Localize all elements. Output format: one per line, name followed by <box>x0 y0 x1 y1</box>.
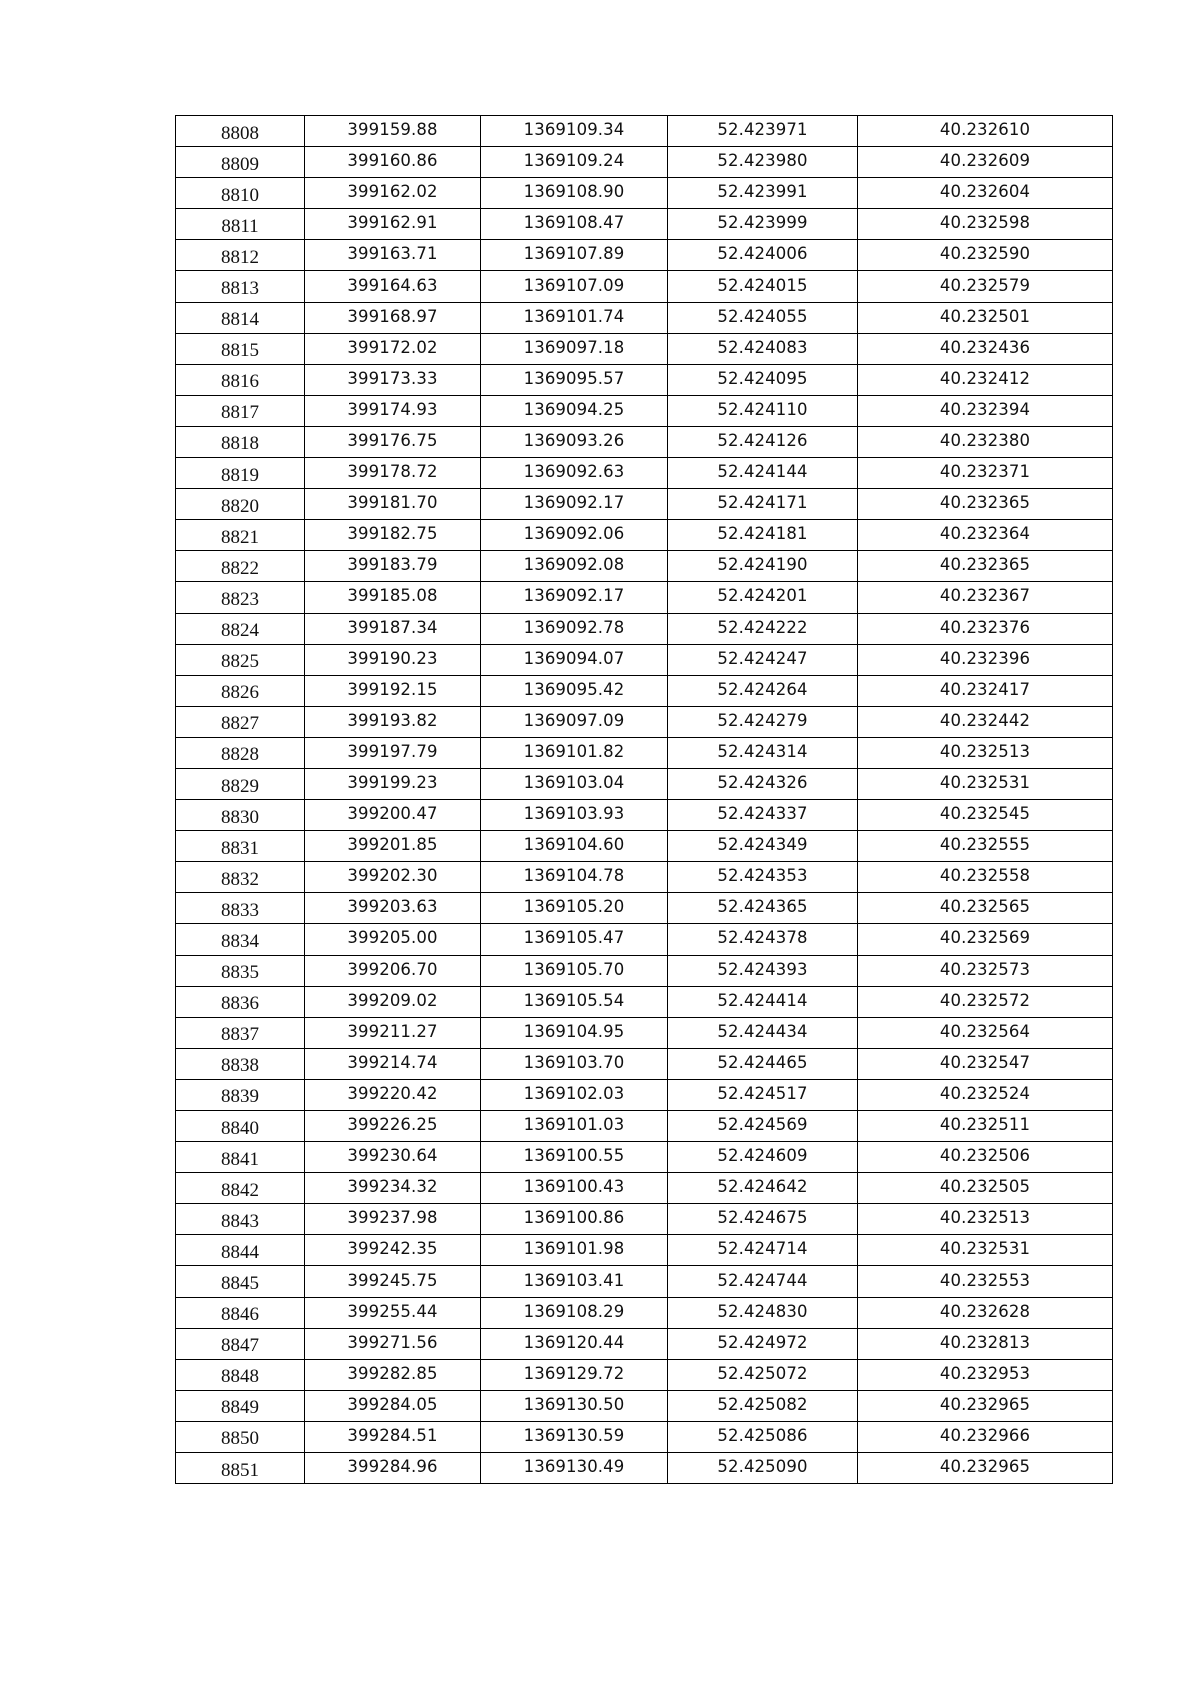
table-row <box>176 1048 1113 1079</box>
point-number-cell: 8820 <box>176 489 305 520</box>
longitude-cell: 40.232953 <box>858 1359 1113 1390</box>
latitude-cell: 52.425086 <box>668 1421 858 1452</box>
point-number-cell: 8847 <box>176 1328 305 1359</box>
x-coordinate-cell: 399237.98 <box>305 1204 481 1235</box>
point-number-cell: 8830 <box>176 800 305 831</box>
point-number-cell: 8836 <box>176 986 305 1017</box>
x-coordinate-cell: 399199.23 <box>305 768 481 799</box>
point-number-cell: 8809 <box>176 147 305 178</box>
longitude-cell: 40.232531 <box>858 1235 1113 1266</box>
latitude-cell: 52.424095 <box>668 364 858 395</box>
x-coordinate-cell: 399163.71 <box>305 240 481 271</box>
point-number-cell: 8841 <box>176 1142 305 1173</box>
x-coordinate-cell: 399282.85 <box>305 1359 481 1390</box>
longitude-cell: 40.232371 <box>858 458 1113 489</box>
table-row <box>176 893 1113 924</box>
latitude-cell: 52.423980 <box>668 147 858 178</box>
longitude-cell: 40.232513 <box>858 1204 1113 1235</box>
point-number-cell: 8823 <box>176 582 305 613</box>
table-row <box>176 1359 1113 1390</box>
x-coordinate-cell: 399230.64 <box>305 1142 481 1173</box>
longitude-cell: 40.232965 <box>858 1453 1113 1484</box>
longitude-cell: 40.232565 <box>858 893 1113 924</box>
x-coordinate-cell: 399182.75 <box>305 520 481 551</box>
latitude-cell: 52.424714 <box>668 1235 858 1266</box>
y-coordinate-cell: 1369120.44 <box>481 1328 668 1359</box>
point-number-cell: 8842 <box>176 1173 305 1204</box>
table-row <box>176 1111 1113 1142</box>
table-row <box>176 831 1113 862</box>
point-number-cell: 8829 <box>176 768 305 799</box>
y-coordinate-cell: 1369103.93 <box>481 800 668 831</box>
table-row <box>176 489 1113 520</box>
longitude-cell: 40.232564 <box>858 1017 1113 1048</box>
y-coordinate-cell: 1369092.17 <box>481 582 668 613</box>
table-row <box>176 551 1113 582</box>
point-number-cell: 8843 <box>176 1204 305 1235</box>
latitude-cell: 52.424181 <box>668 520 858 551</box>
latitude-cell: 52.424517 <box>668 1079 858 1110</box>
table-row <box>176 955 1113 986</box>
y-coordinate-cell: 1369105.47 <box>481 924 668 955</box>
table-row <box>176 862 1113 893</box>
latitude-cell: 52.423999 <box>668 209 858 240</box>
y-coordinate-cell: 1369130.59 <box>481 1421 668 1452</box>
table-row <box>176 178 1113 209</box>
table-row <box>176 675 1113 706</box>
latitude-cell: 52.424055 <box>668 302 858 333</box>
point-number-cell: 8821 <box>176 520 305 551</box>
x-coordinate-cell: 399206.70 <box>305 955 481 986</box>
longitude-cell: 40.232506 <box>858 1142 1113 1173</box>
longitude-cell: 40.232572 <box>858 986 1113 1017</box>
latitude-cell: 52.424083 <box>668 333 858 364</box>
point-number-cell: 8808 <box>176 116 305 147</box>
x-coordinate-cell: 399245.75 <box>305 1266 481 1297</box>
table-row <box>176 364 1113 395</box>
latitude-cell: 52.424349 <box>668 831 858 862</box>
y-coordinate-cell: 1369108.47 <box>481 209 668 240</box>
y-coordinate-cell: 1369129.72 <box>481 1359 668 1390</box>
y-coordinate-cell: 1369104.95 <box>481 1017 668 1048</box>
y-coordinate-cell: 1369097.18 <box>481 333 668 364</box>
longitude-cell: 40.232436 <box>858 333 1113 364</box>
point-number-cell: 8837 <box>176 1017 305 1048</box>
x-coordinate-cell: 399172.02 <box>305 333 481 364</box>
latitude-cell: 52.424434 <box>668 1017 858 1048</box>
x-coordinate-cell: 399160.86 <box>305 147 481 178</box>
point-number-cell: 8845 <box>176 1266 305 1297</box>
longitude-cell: 40.232524 <box>858 1079 1113 1110</box>
table-row <box>176 1017 1113 1048</box>
point-number-cell: 8814 <box>176 302 305 333</box>
x-coordinate-cell: 399220.42 <box>305 1079 481 1110</box>
x-coordinate-cell: 399183.79 <box>305 551 481 582</box>
table-row <box>176 302 1113 333</box>
y-coordinate-cell: 1369095.57 <box>481 364 668 395</box>
latitude-cell: 52.424675 <box>668 1204 858 1235</box>
table-row <box>176 644 1113 675</box>
table-row <box>176 333 1113 364</box>
longitude-cell: 40.232569 <box>858 924 1113 955</box>
y-coordinate-cell: 1369095.42 <box>481 675 668 706</box>
y-coordinate-cell: 1369092.78 <box>481 613 668 644</box>
x-coordinate-cell: 399197.79 <box>305 737 481 768</box>
x-coordinate-cell: 399284.05 <box>305 1390 481 1421</box>
x-coordinate-cell: 399209.02 <box>305 986 481 1017</box>
y-coordinate-cell: 1369101.98 <box>481 1235 668 1266</box>
latitude-cell: 52.424378 <box>668 924 858 955</box>
longitude-cell: 40.232553 <box>858 1266 1113 1297</box>
x-coordinate-cell: 399271.56 <box>305 1328 481 1359</box>
longitude-cell: 40.232555 <box>858 831 1113 862</box>
x-coordinate-cell: 399255.44 <box>305 1297 481 1328</box>
longitude-cell: 40.232365 <box>858 489 1113 520</box>
longitude-cell: 40.232364 <box>858 520 1113 551</box>
table-row <box>176 768 1113 799</box>
latitude-cell: 52.424015 <box>668 271 858 302</box>
y-coordinate-cell: 1369092.63 <box>481 458 668 489</box>
longitude-cell: 40.232573 <box>858 955 1113 986</box>
point-number-cell: 8810 <box>176 178 305 209</box>
y-coordinate-cell: 1369092.06 <box>481 520 668 551</box>
y-coordinate-cell: 1369092.17 <box>481 489 668 520</box>
longitude-cell: 40.232513 <box>858 737 1113 768</box>
point-number-cell: 8812 <box>176 240 305 271</box>
y-coordinate-cell: 1369103.70 <box>481 1048 668 1079</box>
point-number-cell: 8819 <box>176 458 305 489</box>
latitude-cell: 52.424830 <box>668 1297 858 1328</box>
point-number-cell: 8835 <box>176 955 305 986</box>
x-coordinate-cell: 399181.70 <box>305 489 481 520</box>
table-row <box>176 1421 1113 1452</box>
longitude-cell: 40.232367 <box>858 582 1113 613</box>
point-number-cell: 8832 <box>176 862 305 893</box>
point-number-cell: 8848 <box>176 1359 305 1390</box>
table-row <box>176 209 1113 240</box>
latitude-cell: 52.424642 <box>668 1173 858 1204</box>
table-row <box>176 613 1113 644</box>
table-row <box>176 1266 1113 1297</box>
y-coordinate-cell: 1369092.08 <box>481 551 668 582</box>
table-row <box>176 1328 1113 1359</box>
longitude-cell: 40.232396 <box>858 644 1113 675</box>
point-number-cell: 8825 <box>176 644 305 675</box>
coordinates-table <box>175 115 1113 1484</box>
point-number-cell: 8826 <box>176 675 305 706</box>
y-coordinate-cell: 1369097.09 <box>481 706 668 737</box>
table-row <box>176 520 1113 551</box>
y-coordinate-cell: 1369100.86 <box>481 1204 668 1235</box>
table-row <box>176 395 1113 426</box>
table-row <box>176 582 1113 613</box>
x-coordinate-cell: 399192.15 <box>305 675 481 706</box>
table-body <box>176 116 1113 1484</box>
latitude-cell: 52.424972 <box>668 1328 858 1359</box>
table-row <box>176 1204 1113 1235</box>
latitude-cell: 52.423971 <box>668 116 858 147</box>
table-row <box>176 458 1113 489</box>
longitude-cell: 40.232376 <box>858 613 1113 644</box>
longitude-cell: 40.232547 <box>858 1048 1113 1079</box>
x-coordinate-cell: 399205.00 <box>305 924 481 955</box>
latitude-cell: 52.424126 <box>668 426 858 457</box>
longitude-cell: 40.232442 <box>858 706 1113 737</box>
longitude-cell: 40.232511 <box>858 1111 1113 1142</box>
y-coordinate-cell: 1369104.60 <box>481 831 668 862</box>
latitude-cell: 52.424365 <box>668 893 858 924</box>
x-coordinate-cell: 399187.34 <box>305 613 481 644</box>
longitude-cell: 40.232965 <box>858 1390 1113 1421</box>
x-coordinate-cell: 399168.97 <box>305 302 481 333</box>
x-coordinate-cell: 399234.32 <box>305 1173 481 1204</box>
latitude-cell: 52.424393 <box>668 955 858 986</box>
table-row <box>176 240 1113 271</box>
y-coordinate-cell: 1369100.55 <box>481 1142 668 1173</box>
point-number-cell: 8844 <box>176 1235 305 1266</box>
y-coordinate-cell: 1369101.82 <box>481 737 668 768</box>
x-coordinate-cell: 399284.96 <box>305 1453 481 1484</box>
latitude-cell: 52.424353 <box>668 862 858 893</box>
y-coordinate-cell: 1369101.03 <box>481 1111 668 1142</box>
point-number-cell: 8815 <box>176 333 305 364</box>
latitude-cell: 52.424569 <box>668 1111 858 1142</box>
longitude-cell: 40.232365 <box>858 551 1113 582</box>
x-coordinate-cell: 399193.82 <box>305 706 481 737</box>
table-row <box>176 800 1113 831</box>
point-number-cell: 8840 <box>176 1111 305 1142</box>
table-row <box>176 986 1113 1017</box>
x-coordinate-cell: 399242.35 <box>305 1235 481 1266</box>
table-row <box>176 147 1113 178</box>
point-number-cell: 8833 <box>176 893 305 924</box>
x-coordinate-cell: 399174.93 <box>305 395 481 426</box>
y-coordinate-cell: 1369100.43 <box>481 1173 668 1204</box>
y-coordinate-cell: 1369130.49 <box>481 1453 668 1484</box>
longitude-cell: 40.232609 <box>858 147 1113 178</box>
longitude-cell: 40.232501 <box>858 302 1113 333</box>
point-number-cell: 8813 <box>176 271 305 302</box>
latitude-cell: 52.425072 <box>668 1359 858 1390</box>
longitude-cell: 40.232604 <box>858 178 1113 209</box>
latitude-cell: 52.424006 <box>668 240 858 271</box>
point-number-cell: 8827 <box>176 706 305 737</box>
x-coordinate-cell: 399162.02 <box>305 178 481 209</box>
x-coordinate-cell: 399185.08 <box>305 582 481 613</box>
table-row <box>176 426 1113 457</box>
y-coordinate-cell: 1369093.26 <box>481 426 668 457</box>
latitude-cell: 52.424414 <box>668 986 858 1017</box>
latitude-cell: 52.424609 <box>668 1142 858 1173</box>
x-coordinate-cell: 399200.47 <box>305 800 481 831</box>
table-row <box>176 924 1113 955</box>
point-number-cell: 8850 <box>176 1421 305 1452</box>
longitude-cell: 40.232813 <box>858 1328 1113 1359</box>
x-coordinate-cell: 399164.63 <box>305 271 481 302</box>
x-coordinate-cell: 399173.33 <box>305 364 481 395</box>
x-coordinate-cell: 399226.25 <box>305 1111 481 1142</box>
longitude-cell: 40.232558 <box>858 862 1113 893</box>
x-coordinate-cell: 399284.51 <box>305 1421 481 1452</box>
point-number-cell: 8839 <box>176 1079 305 1110</box>
point-number-cell: 8849 <box>176 1390 305 1421</box>
longitude-cell: 40.232966 <box>858 1421 1113 1452</box>
x-coordinate-cell: 399159.88 <box>305 116 481 147</box>
y-coordinate-cell: 1369109.24 <box>481 147 668 178</box>
y-coordinate-cell: 1369103.41 <box>481 1266 668 1297</box>
x-coordinate-cell: 399214.74 <box>305 1048 481 1079</box>
point-number-cell: 8822 <box>176 551 305 582</box>
y-coordinate-cell: 1369103.04 <box>481 768 668 799</box>
longitude-cell: 40.232579 <box>858 271 1113 302</box>
y-coordinate-cell: 1369105.20 <box>481 893 668 924</box>
table-row <box>176 706 1113 737</box>
x-coordinate-cell: 399203.63 <box>305 893 481 924</box>
longitude-cell: 40.232628 <box>858 1297 1113 1328</box>
point-number-cell: 8824 <box>176 613 305 644</box>
y-coordinate-cell: 1369108.29 <box>481 1297 668 1328</box>
latitude-cell: 52.425082 <box>668 1390 858 1421</box>
longitude-cell: 40.232590 <box>858 240 1113 271</box>
point-number-cell: 8817 <box>176 395 305 426</box>
latitude-cell: 52.424744 <box>668 1266 858 1297</box>
latitude-cell: 52.424201 <box>668 582 858 613</box>
y-coordinate-cell: 1369109.34 <box>481 116 668 147</box>
y-coordinate-cell: 1369130.50 <box>481 1390 668 1421</box>
latitude-cell: 52.424465 <box>668 1048 858 1079</box>
latitude-cell: 52.423991 <box>668 178 858 209</box>
y-coordinate-cell: 1369105.54 <box>481 986 668 1017</box>
table-row <box>176 1142 1113 1173</box>
latitude-cell: 52.424264 <box>668 675 858 706</box>
y-coordinate-cell: 1369105.70 <box>481 955 668 986</box>
y-coordinate-cell: 1369107.09 <box>481 271 668 302</box>
y-coordinate-cell: 1369107.89 <box>481 240 668 271</box>
table-row <box>176 1297 1113 1328</box>
point-number-cell: 8828 <box>176 737 305 768</box>
y-coordinate-cell: 1369101.74 <box>481 302 668 333</box>
longitude-cell: 40.232610 <box>858 116 1113 147</box>
y-coordinate-cell: 1369104.78 <box>481 862 668 893</box>
table-row <box>176 1079 1113 1110</box>
longitude-cell: 40.232380 <box>858 426 1113 457</box>
point-number-cell: 8851 <box>176 1453 305 1484</box>
y-coordinate-cell: 1369094.25 <box>481 395 668 426</box>
x-coordinate-cell: 399176.75 <box>305 426 481 457</box>
table-row <box>176 737 1113 768</box>
x-coordinate-cell: 399201.85 <box>305 831 481 862</box>
y-coordinate-cell: 1369102.03 <box>481 1079 668 1110</box>
longitude-cell: 40.232598 <box>858 209 1113 240</box>
longitude-cell: 40.232531 <box>858 768 1113 799</box>
table-row <box>176 1173 1113 1204</box>
table-row <box>176 1453 1113 1484</box>
point-number-cell: 8811 <box>176 209 305 240</box>
table-row <box>176 1390 1113 1421</box>
x-coordinate-cell: 399190.23 <box>305 644 481 675</box>
latitude-cell: 52.424326 <box>668 768 858 799</box>
latitude-cell: 52.424247 <box>668 644 858 675</box>
latitude-cell: 52.424337 <box>668 800 858 831</box>
x-coordinate-cell: 399162.91 <box>305 209 481 240</box>
x-coordinate-cell: 399211.27 <box>305 1017 481 1048</box>
table-row <box>176 116 1113 147</box>
longitude-cell: 40.232545 <box>858 800 1113 831</box>
point-number-cell: 8838 <box>176 1048 305 1079</box>
latitude-cell: 52.424279 <box>668 706 858 737</box>
point-number-cell: 8831 <box>176 831 305 862</box>
point-number-cell: 8816 <box>176 364 305 395</box>
x-coordinate-cell: 399178.72 <box>305 458 481 489</box>
longitude-cell: 40.232394 <box>858 395 1113 426</box>
latitude-cell: 52.425090 <box>668 1453 858 1484</box>
point-number-cell: 8834 <box>176 924 305 955</box>
point-number-cell: 8818 <box>176 426 305 457</box>
latitude-cell: 52.424314 <box>668 737 858 768</box>
longitude-cell: 40.232412 <box>858 364 1113 395</box>
latitude-cell: 52.424171 <box>668 489 858 520</box>
x-coordinate-cell: 399202.30 <box>305 862 481 893</box>
y-coordinate-cell: 1369094.07 <box>481 644 668 675</box>
y-coordinate-cell: 1369108.90 <box>481 178 668 209</box>
latitude-cell: 52.424110 <box>668 395 858 426</box>
table-row <box>176 1235 1113 1266</box>
latitude-cell: 52.424144 <box>668 458 858 489</box>
latitude-cell: 52.424190 <box>668 551 858 582</box>
longitude-cell: 40.232505 <box>858 1173 1113 1204</box>
table-row <box>176 271 1113 302</box>
point-number-cell: 8846 <box>176 1297 305 1328</box>
longitude-cell: 40.232417 <box>858 675 1113 706</box>
latitude-cell: 52.424222 <box>668 613 858 644</box>
